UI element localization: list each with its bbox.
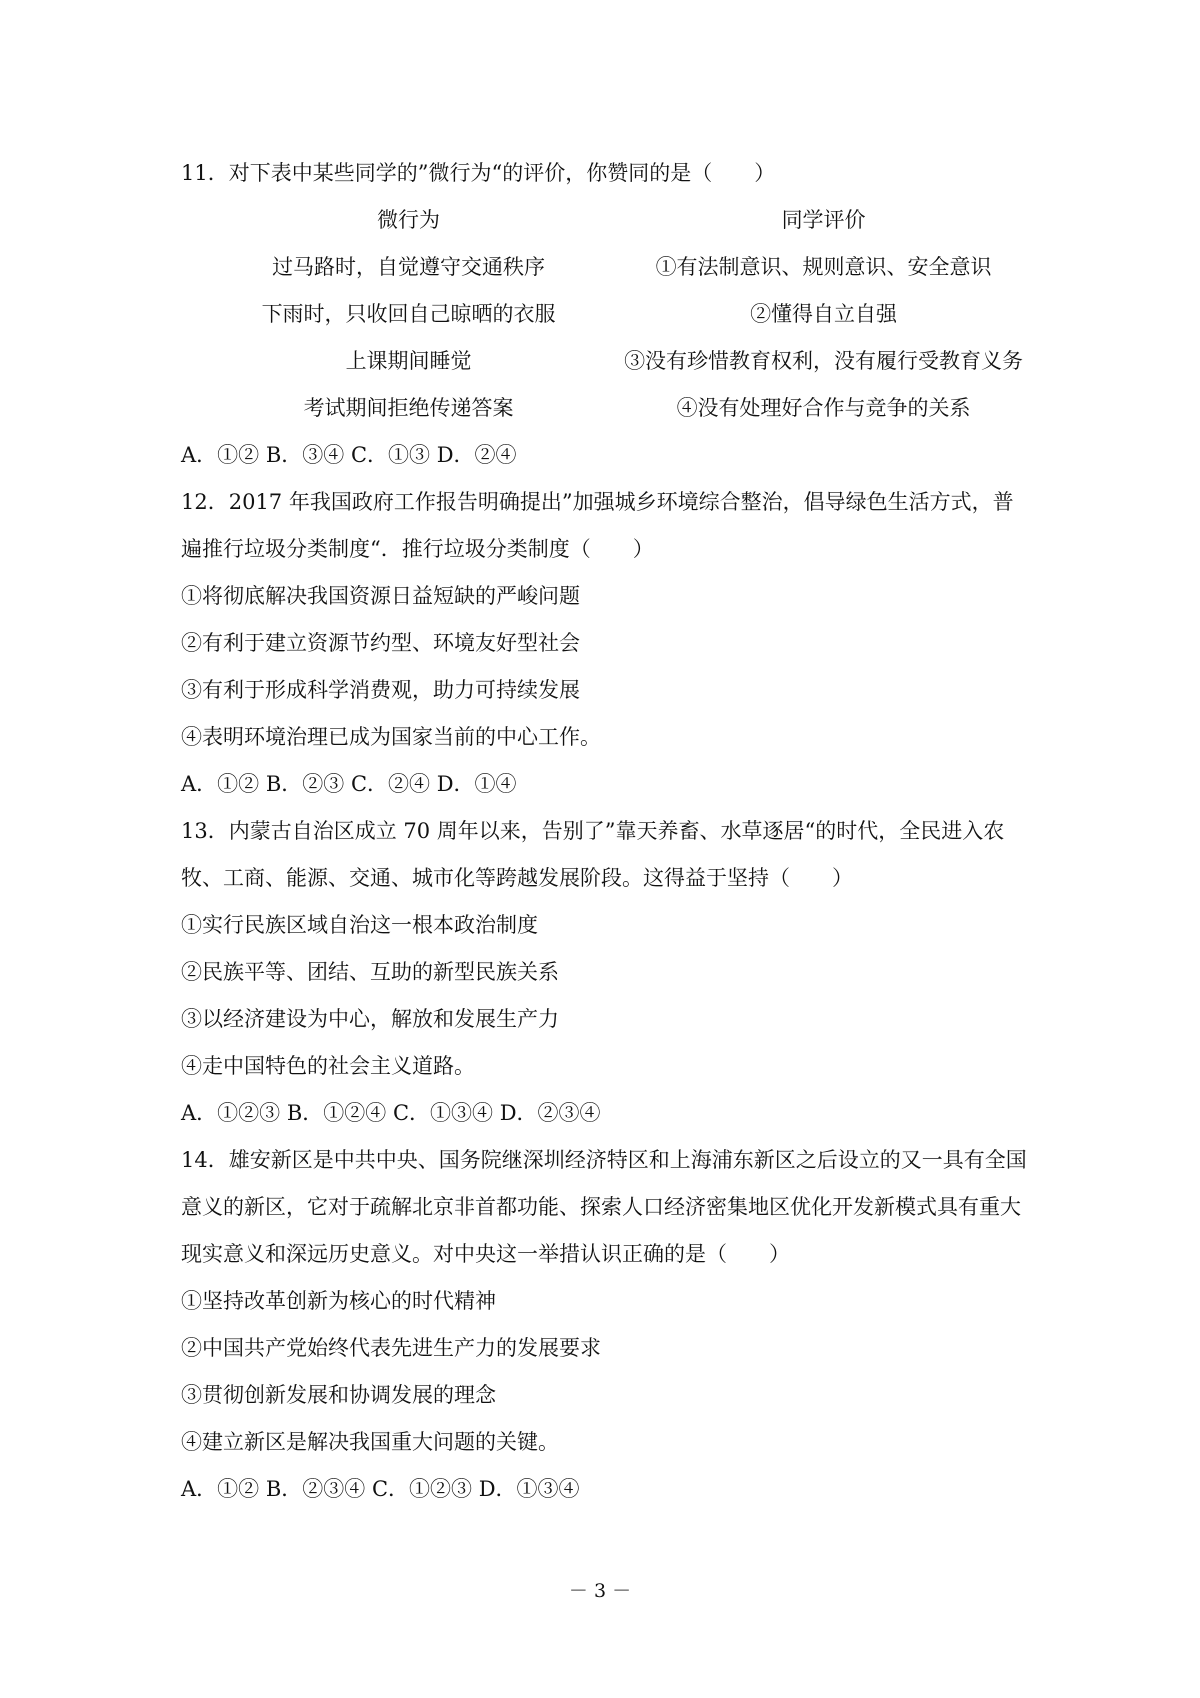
q11-header-behavior: 微行为 [377, 208, 441, 232]
q14-item: ②中国共产党始终代表先进生产力的发展要求 [181, 1336, 601, 1360]
q14-stem-line: 意义的新区，它对于疏解北京非首都功能、探索人口经济密集地区优化开发新模式具有重大 [181, 1195, 1021, 1219]
table-row [181, 291, 1031, 338]
page-number: － 3 － [568, 1580, 632, 1602]
q13-stem-line: 13．内蒙古自治区成立 70 周年以来，告别了”靠天养畜、水草逐居“的时代，全民进入农 [181, 819, 1005, 843]
q11-stem: 11．对下表中某些同学的”微行为“的评价，你赞同的是（ ） [181, 161, 776, 185]
q11-table [181, 197, 1031, 432]
q11-row-evaluation: ①有法制意识、规则意识、安全意识 [655, 255, 992, 279]
q12-options: A．①② B．②③ C．②④ D．①④ [181, 772, 517, 796]
q11-options: A．①② B．③④ C．①③ D．②④ [181, 443, 517, 467]
q12-item: ②有利于建立资源节约型、环境友好型社会 [181, 631, 580, 655]
q14-stem-line: 现实意义和深远历史意义。对中央这一举措认识正确的是（ ） [181, 1242, 790, 1266]
q11-row-behavior: 考试期间拒绝传递答案 [303, 396, 514, 420]
q11-row-behavior: 过马路时，自觉遵守交通秩序 [272, 255, 546, 279]
q12-stem-line: 遍推行垃圾分类制度“．推行垃圾分类制度（ ） [181, 537, 654, 561]
q11-row-evaluation: ②懂得自立自强 [750, 302, 898, 326]
q11-header-evaluation: 同学评价 [781, 208, 866, 232]
q11-row-evaluation: ③没有珍惜教育权利，没有履行受教育义务 [624, 349, 1024, 373]
q11-table-header [181, 197, 1031, 244]
q11-row-behavior: 下雨时，只收回自己晾晒的衣服 [261, 302, 556, 326]
q12-item: ④表明环境治理已成为国家当前的中心工作。 [181, 725, 601, 749]
table-row [181, 338, 1031, 385]
q13-options: A．①②③ B．①②④ C．①③④ D．②③④ [181, 1101, 601, 1125]
q12-item: ①将彻底解决我国资源日益短缺的严峻问题 [181, 584, 580, 608]
q14-stem-line: 14．雄安新区是中共中央、国务院继深圳经济特区和上海浦东新区之后设立的又一具有全国 [181, 1148, 1027, 1172]
q13-item: ②民族平等、团结、互助的新型民族关系 [181, 960, 559, 984]
q13-item: ①实行民族区域自治这一根本政治制度 [181, 913, 538, 937]
q13-item: ③以经济建设为中心，解放和发展生产力 [181, 1007, 559, 1031]
q13-item: ④走中国特色的社会主义道路。 [181, 1054, 475, 1078]
q11-row-evaluation: ④没有处理好合作与竞争的关系 [676, 396, 971, 420]
q11-row-behavior: 上课期间睡觉 [345, 349, 472, 373]
q12-item: ③有利于形成科学消费观，助力可持续发展 [181, 678, 580, 702]
q14-item: ①坚持改革创新为核心的时代精神 [181, 1289, 496, 1313]
table-row [181, 244, 1031, 291]
page-content [181, 150, 1031, 1513]
q14-item: ③贯彻创新发展和协调发展的理念 [181, 1383, 496, 1407]
q14-item: ④建立新区是解决我国重大问题的关键。 [181, 1430, 559, 1454]
table-row [181, 385, 1031, 432]
q14-options: A．①② B．②③④ C．①②③ D．①③④ [181, 1477, 580, 1501]
q12-stem-line: 12．2017 年我国政府工作报告明确提出”加强城乡环境综合整治，倡导绿色生活方式，普 [181, 490, 1014, 514]
q13-stem-line: 牧、工商、能源、交通、城市化等跨越发展阶段。这得益于坚持（ ） [181, 866, 853, 890]
